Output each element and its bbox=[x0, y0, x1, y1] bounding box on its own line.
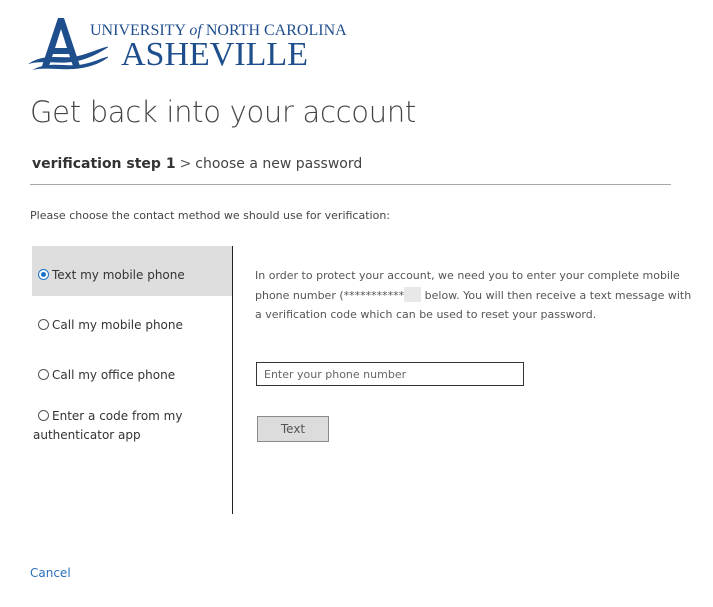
redacted-digits bbox=[404, 287, 421, 302]
description-part2: below. You will then receive a text message with a verification code which can be used to reset your password. bbox=[255, 288, 692, 321]
option-authenticator-label-line2: authenticator app bbox=[33, 428, 141, 442]
radio-authenticator-app[interactable] bbox=[38, 410, 49, 421]
university-logo bbox=[28, 14, 347, 74]
option-text-mobile[interactable] bbox=[32, 246, 232, 296]
cancel-link[interactable]: Cancel bbox=[30, 566, 71, 580]
radio-call-office[interactable] bbox=[38, 369, 49, 380]
option-call-mobile-label: Call my mobile phone bbox=[52, 318, 183, 332]
logo-university-text: UNIVERSITY of NORTH CAROLINA bbox=[90, 22, 347, 39]
header-divider bbox=[30, 184, 671, 185]
option-text-mobile-label: Text my mobile phone bbox=[52, 268, 185, 282]
option-call-office-label: Call my office phone bbox=[52, 368, 176, 382]
current-step: verification step 1 bbox=[32, 156, 176, 172]
instruction-text: Please choose the contact method we should use for verification: bbox=[30, 209, 390, 222]
description-part1: In order to protect your account, we need you to enter your complete mobile phone number (*********** bbox=[255, 269, 680, 302]
verification-description bbox=[255, 266, 695, 325]
text-button[interactable]: Text bbox=[257, 416, 329, 442]
step-breadcrumb bbox=[32, 156, 362, 172]
next-step: choose a new password bbox=[195, 156, 363, 172]
logo-of-text: of bbox=[189, 22, 202, 39]
step-separator: > bbox=[179, 156, 192, 172]
contact-method-list bbox=[32, 246, 233, 514]
phone-number-input[interactable] bbox=[256, 362, 524, 386]
option-authenticator-label-line1: Enter a code from my bbox=[52, 409, 183, 423]
radio-call-mobile[interactable] bbox=[38, 319, 49, 330]
logo-asheville-text: ASHEVILLE bbox=[121, 36, 308, 73]
page-title: Get back into your account bbox=[30, 95, 416, 129]
radio-text-mobile[interactable] bbox=[38, 269, 49, 280]
